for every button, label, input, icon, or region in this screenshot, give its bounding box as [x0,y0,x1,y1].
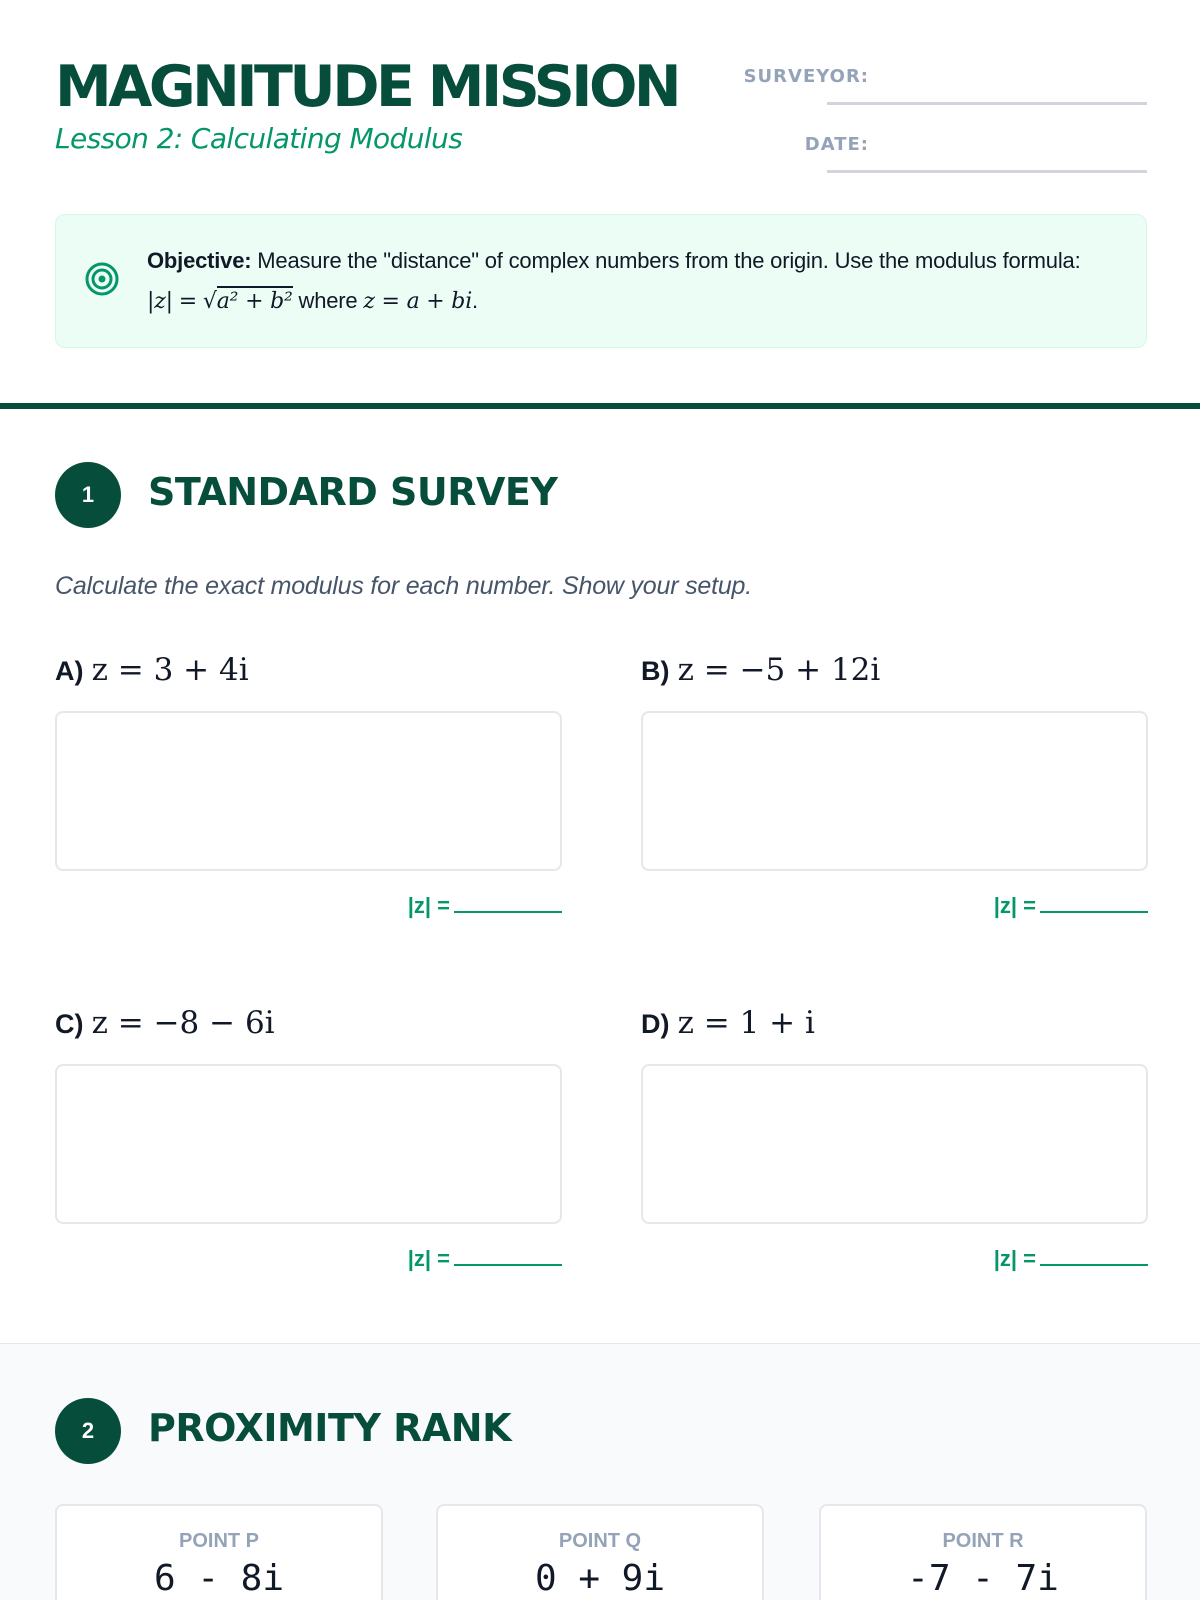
lesson-subtitle: Lesson 2: Calculating Modulus [55,122,463,155]
answer-label: |z| = [407,1246,450,1271]
section-1-title: STANDARD SURVEY [148,470,558,514]
formula-equals: = [178,289,197,314]
point-card-q [436,1504,764,1600]
answer-label: |z| = [993,893,1036,918]
work-area[interactable] [55,711,562,871]
problem-expression: z = −5 + 12i [677,652,881,688]
section-divider [0,403,1200,409]
point-label: POINT R [942,1530,1024,1552]
problem-letter: D) [641,1009,670,1039]
objective-period: . [472,288,478,313]
objective-description: Measure the "distance" of complex numbers from the origin. Use the modulus formula: [257,248,1081,273]
problem-expression: z = −8 − 6i [91,1005,275,1041]
objective-label: Objective: [147,248,252,273]
problem-label [641,1003,815,1044]
section-2-title: PROXIMITY RANK [148,1406,512,1450]
date-label: DATE: [804,134,869,155]
answer-blank[interactable] [1040,1248,1148,1266]
point-label: POINT Q [558,1530,642,1552]
proximity-rank-section [0,1343,1200,1600]
problem-b [641,650,1148,970]
problem-label [641,650,880,691]
point-card-r [819,1504,1147,1600]
worksheet-title: MAGNITUDE MISSION [55,54,679,120]
date-field[interactable] [827,170,1147,173]
objective-text [147,241,1107,322]
point-value: 0 + 9i [534,1558,666,1599]
surveyor-field[interactable] [827,102,1147,105]
point-value: 6 - 8i [153,1558,285,1599]
section-2-number: 2 [55,1398,121,1464]
point-label: POINT P [178,1530,259,1552]
section-1-instructions: Calculate the exact modulus for each number. Show your setup. [55,572,752,600]
section-1-number: 1 [55,462,121,528]
target-icon [84,261,120,297]
problem-label [55,650,249,691]
objective-box [55,214,1147,348]
problem-expression: z = 1 + i [677,1005,815,1041]
worksheet-header [55,52,1147,182]
point-card-p [55,1504,383,1600]
problem-a [55,650,562,970]
answer-row [994,893,1148,919]
problem-d [641,1003,1148,1323]
work-area[interactable] [641,1064,1148,1224]
answer-row [994,1246,1148,1272]
answer-label: |z| = [407,893,450,918]
answer-blank[interactable] [1040,895,1148,913]
answer-label: |z| = [993,1246,1036,1271]
objective-where: where [298,288,358,313]
problem-letter: B) [641,656,670,686]
work-area[interactable] [55,1064,562,1224]
sqrt-symbol: √ [202,289,217,314]
answer-row [408,1246,562,1272]
problem-letter: A) [55,656,84,686]
problem-letter: C) [55,1009,84,1039]
problem-label [55,1003,275,1044]
answer-blank[interactable] [454,1248,562,1266]
problem-expression: z = 3 + 4i [91,652,249,688]
answer-blank[interactable] [454,895,562,913]
formula-lhs: |z| [147,289,173,314]
point-value: -7 - 7i [907,1558,1059,1599]
work-area[interactable] [641,711,1148,871]
formula-definition: z = a + bi [363,289,473,314]
surveyor-label: SURVEYOR: [743,66,869,87]
problem-c [55,1003,562,1323]
answer-row [408,893,562,919]
formula-radicand: a² + b² [217,286,293,314]
